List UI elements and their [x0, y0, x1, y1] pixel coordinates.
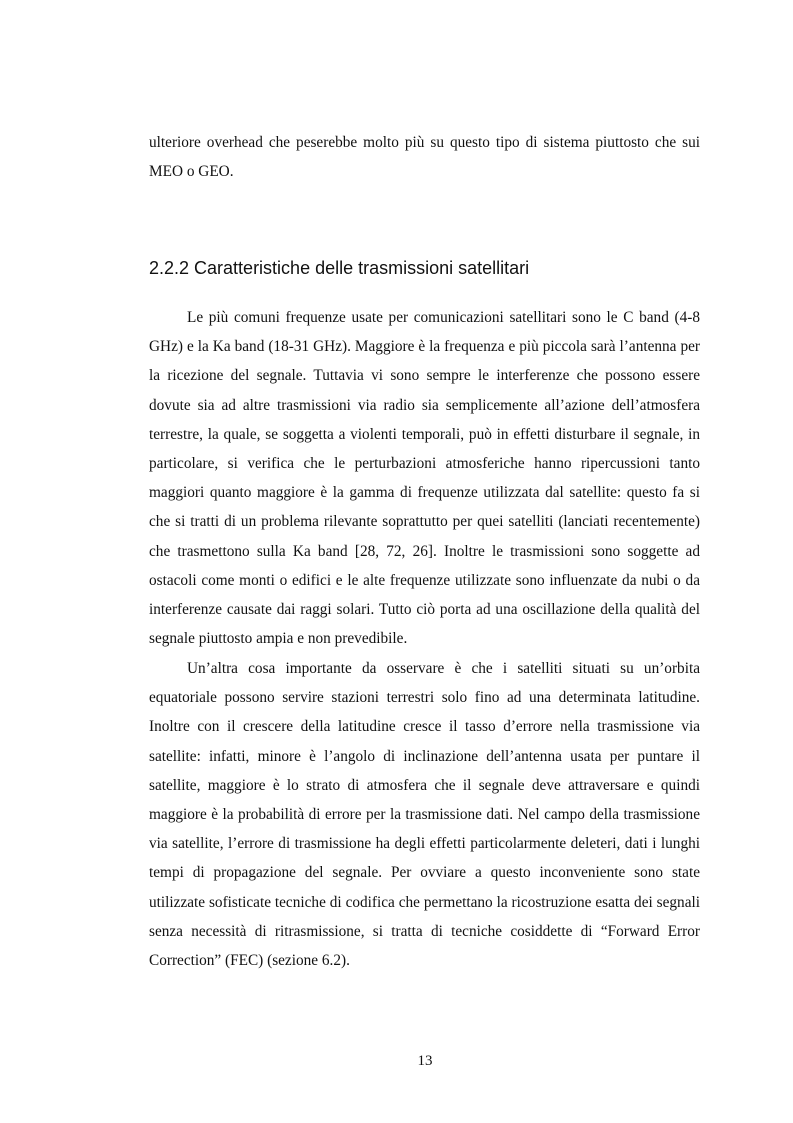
section-heading: 2.2.2 Caratteristiche delle trasmissioni satellitari: [149, 258, 530, 278]
paragraph-text: ulteriore overhead che peserebbe molto più su questo tipo di sistema piuttosto che sui MEO o GEO.: [149, 134, 700, 181]
body-paragraph-latitude: [149, 654, 700, 975]
page-number: 13: [417, 1053, 433, 1069]
body-paragraph-frequencies: [149, 303, 700, 653]
paragraph-text: Le più comuni frequenze usate per comunicazioni satellitari sono le C band (4-8 GHz) e la Ka band (18-31 GHz). Maggiore è la frequenza e più piccola sarà l’antenna per la ricezione del segnale. Tuttavia vi sono sempre le interferenze che possono essere dovute sia ad altre trasmissioni via radio sia semplicemente all’azione dell’atmosfera terrestre, la quale, se soggetta a violenti temporali, può in effetti disturbare il segnale, in particolare, si verifica che le perturbazioni atmosferiche hanno ripercussioni tanto maggiori quanto maggiore è la gamma di frequenze utilizzata dal satellite: questo fa si che si tratti di un problema rilevante soprattutto per quei satelliti (lanciati recentemente) che trasmettono sulla Ka band [28, 72, 26]. Inoltre le trasmissioni sono soggette ad ostacoli come monti o edifici e le alte frequenze utilizzate sono influenzate da nubi o da interferenze causate dai raggi solari. Tutto ciò porta ad una oscillazione della qualità del segnale piuttosto ampia e non prevedibile.: [149, 309, 700, 648]
continuation-paragraph: [149, 128, 700, 186]
paragraph-text: Un’altra cosa importante da osservare è che i satelliti situati su un’orbita equatoriale possono servire stazioni terrestri solo fino ad una determinata latitudine. Inoltre con il crescere della latitudine cresce il tasso d’errore nella trasmissione via satellite: infatti, minore è l’angolo di inclinazione dell’antenna usata per puntare il satellite, maggiore è lo strato di atmosfera che il segnale deve attraversare e quindi maggiore è la probabilità di errore per la trasmissione dati. Nel campo della trasmissione via satellite, l’errore di trasmissione ha degli effetti particolarmente deleteri, dati i lunghi tempi di propagazione del segnale. Per ovviare a questo inconveniente sono state utilizzate sofisticate tecniche di codifica che permettano la ricostruzione esatta dei segnali senza necessità di ritrasmissione, si tratta di tecniche cosiddette di “Forward Error Correction” (FEC) (sezione 6.2).: [149, 660, 700, 970]
